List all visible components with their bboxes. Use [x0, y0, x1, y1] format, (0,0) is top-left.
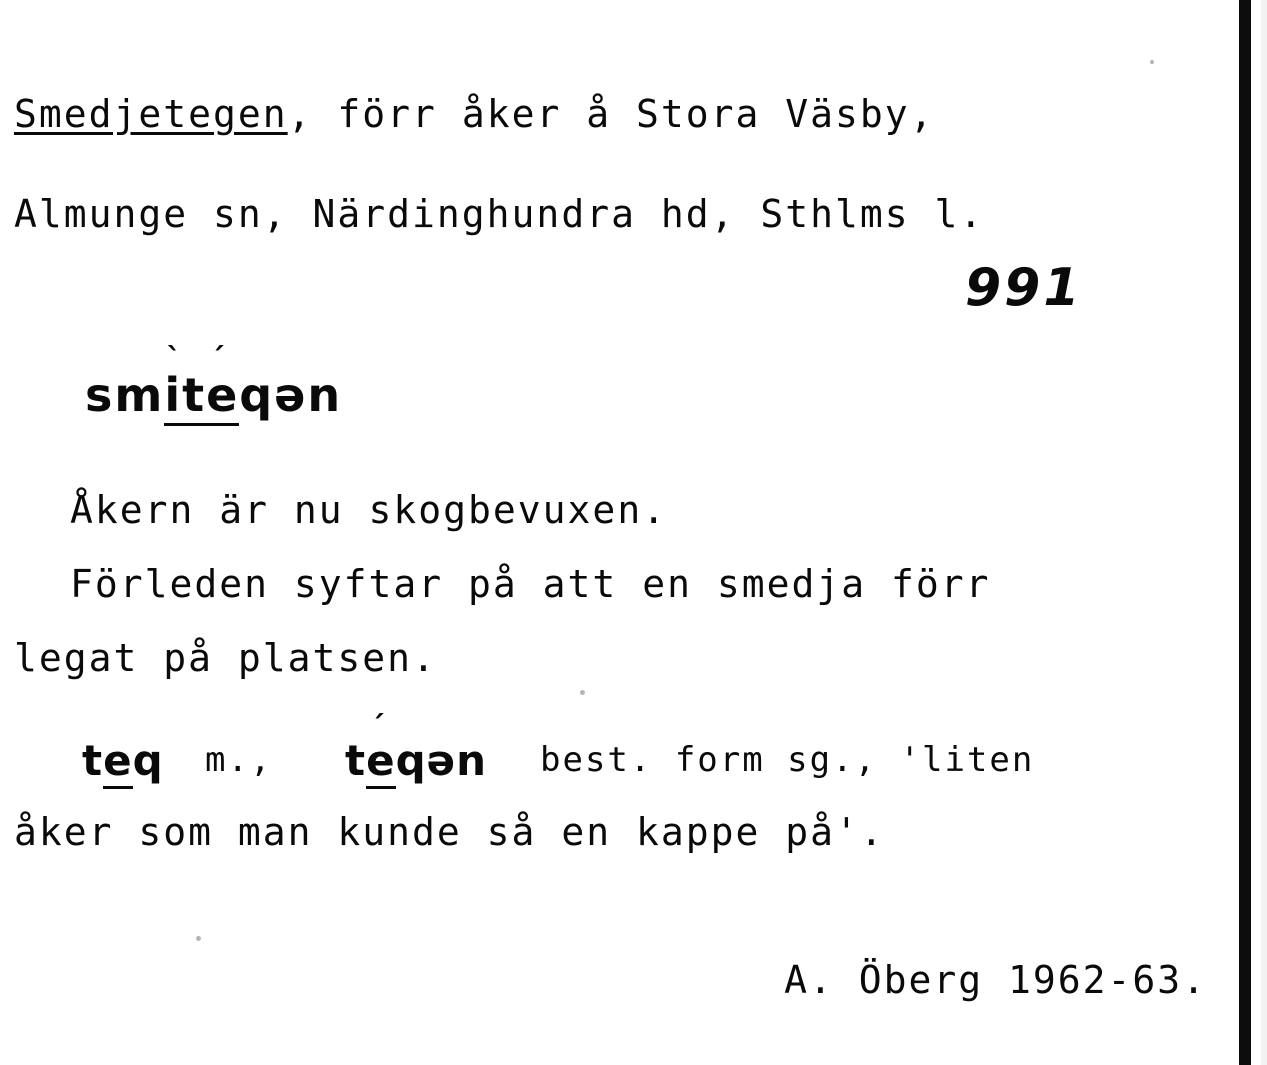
- etym2-e-acute: ˊ e: [366, 736, 396, 789]
- etym2-rest: qən: [395, 736, 488, 785]
- body-line-2: Förleden syftar på att en smedja förr: [70, 562, 991, 606]
- etymology-tail-2: åker som man kunde så en kappe på'.: [14, 810, 885, 854]
- scan-speck: [1150, 60, 1154, 64]
- headword: Smedjetegen: [14, 92, 288, 136]
- card-edge-bar: [1239, 0, 1251, 1065]
- scan-speck: [196, 936, 201, 941]
- signature: A. Öberg 1962-63.: [784, 958, 1207, 1002]
- body-line-1: Åkern är nu skogbevuxen.: [70, 488, 668, 532]
- etym1-t: t: [82, 736, 104, 785]
- headword-rest: , förr åker å Stora Väsby,: [287, 92, 935, 136]
- record-number: 991: [965, 258, 1083, 318]
- phonetic-t: t: [182, 368, 206, 426]
- headword-line: [14, 92, 935, 136]
- etym2-t: t: [345, 736, 367, 785]
- phonetic-headword: [85, 368, 342, 422]
- etym1-e: e: [103, 736, 133, 789]
- etymology-mid: m.,: [205, 740, 295, 780]
- etymology-tail: best. form sg., 'liten: [540, 740, 1035, 780]
- parish-line: Almunge sn, Närdinghundra hd, Sthlms l.: [14, 192, 985, 236]
- scan-speck: [580, 690, 585, 695]
- phonetic-e-acute: ˊ e: [206, 368, 239, 426]
- phonetic-i-grave: ˋ i: [164, 368, 182, 426]
- etym1-g: q: [132, 736, 164, 785]
- phonetic-suffix: qən: [239, 368, 343, 422]
- card-edge-margin: [1261, 0, 1267, 1065]
- etymology-form-2: [345, 736, 487, 785]
- body-line-3: legat på platsen.: [14, 636, 437, 680]
- etymology-form-1: [82, 736, 164, 785]
- phonetic-prefix: sm: [85, 368, 165, 422]
